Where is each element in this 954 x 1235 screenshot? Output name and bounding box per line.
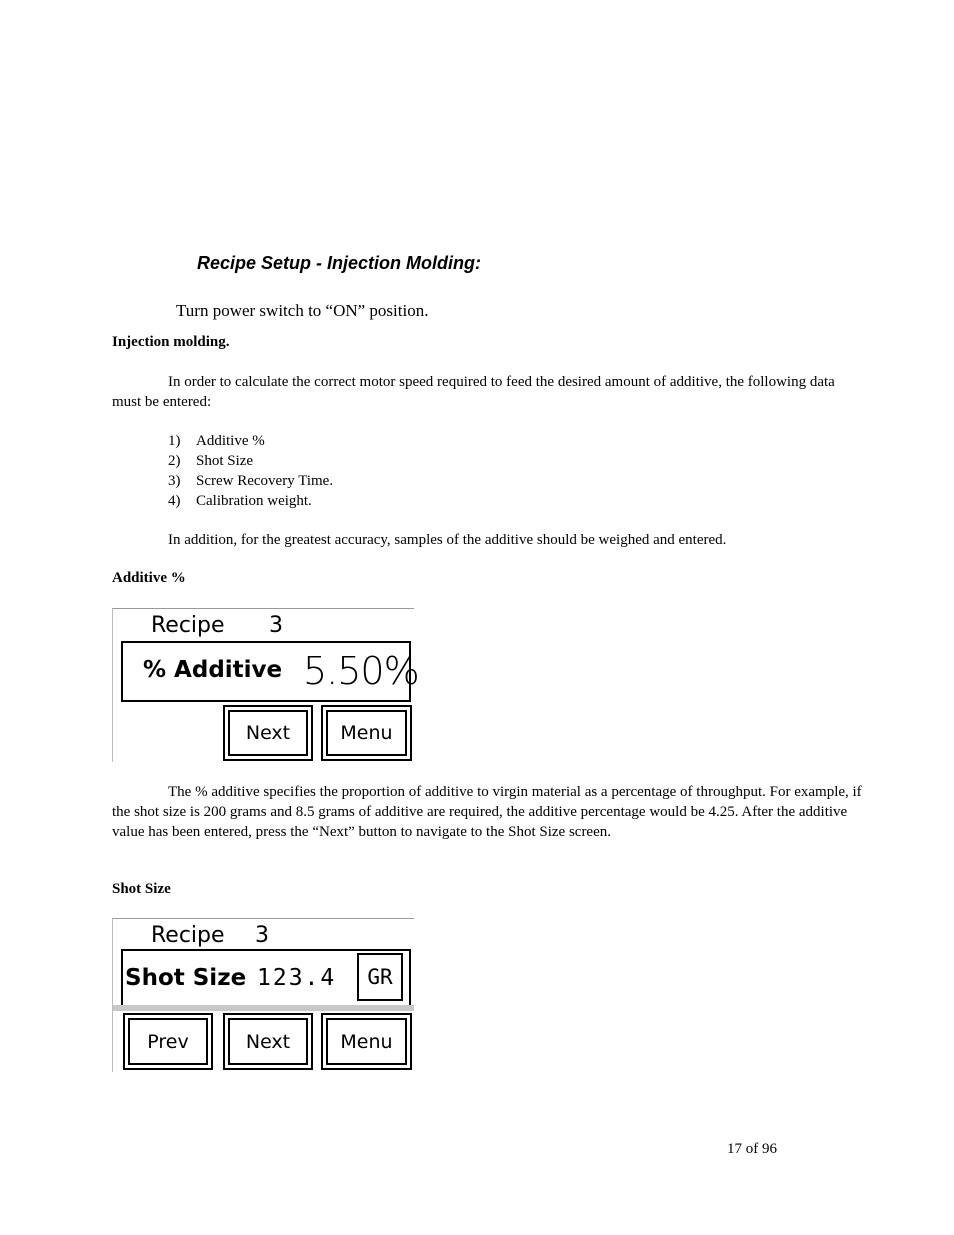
additive-paragraph: The % additive specifies the proportion of additive to virgin material as a percentage of throughput. For example, if the shot size is 200 grams and 8.5 grams of additive are required, the additive percentage would be 4.25. After the additive value has been entered, press the “Next” button to navigate to the Shot Size screen. (112, 784, 862, 840)
divider (113, 1005, 414, 1011)
prev-button[interactable]: Prev (123, 1013, 213, 1070)
screen-title: Recipe (151, 923, 225, 948)
screen-title: Recipe (151, 613, 225, 638)
field-label: Shot Size (125, 965, 247, 991)
field-label: % Additive (143, 657, 283, 683)
page-number: 17 of 96 (727, 1141, 777, 1157)
menu-button[interactable]: Menu (321, 705, 412, 761)
field-value: 123.4 (257, 965, 337, 991)
intro-paragraph: In order to calculate the correct motor speed required to feed the desired amount of additive, the following data must be entered: (112, 374, 835, 410)
shot-size-screen (112, 918, 414, 1072)
recipe-number: 3 (269, 613, 283, 638)
additive-field[interactable] (121, 641, 419, 702)
field-value: 5.50% (303, 649, 419, 693)
list-item: 4) Calibration weight. (168, 493, 312, 509)
next-button[interactable]: Next (223, 705, 313, 761)
injection-heading: Injection molding. (112, 334, 230, 350)
list-item: 2) Shot Size (168, 453, 254, 469)
shot-heading: Shot Size (112, 881, 171, 897)
menu-button[interactable]: Menu (321, 1013, 412, 1070)
additive-screen (112, 608, 419, 762)
list-item: 3) Screw Recovery Time. (168, 473, 334, 489)
unit-button[interactable]: GR (357, 953, 403, 1001)
section-title: Recipe Setup - Injection Molding: (197, 253, 482, 273)
power-instruction: Turn power switch to “ON” position. (176, 301, 429, 320)
accuracy-paragraph: In addition, for the greatest accuracy, samples of the additive should be weighed and entered. (168, 532, 727, 548)
shot-size-field[interactable] (121, 949, 411, 1009)
additive-heading: Additive % (112, 570, 186, 586)
data-list (168, 431, 333, 511)
list-item: 1) Additive % (168, 433, 265, 449)
recipe-number: 3 (255, 923, 269, 948)
next-button[interactable]: Next (223, 1013, 313, 1070)
